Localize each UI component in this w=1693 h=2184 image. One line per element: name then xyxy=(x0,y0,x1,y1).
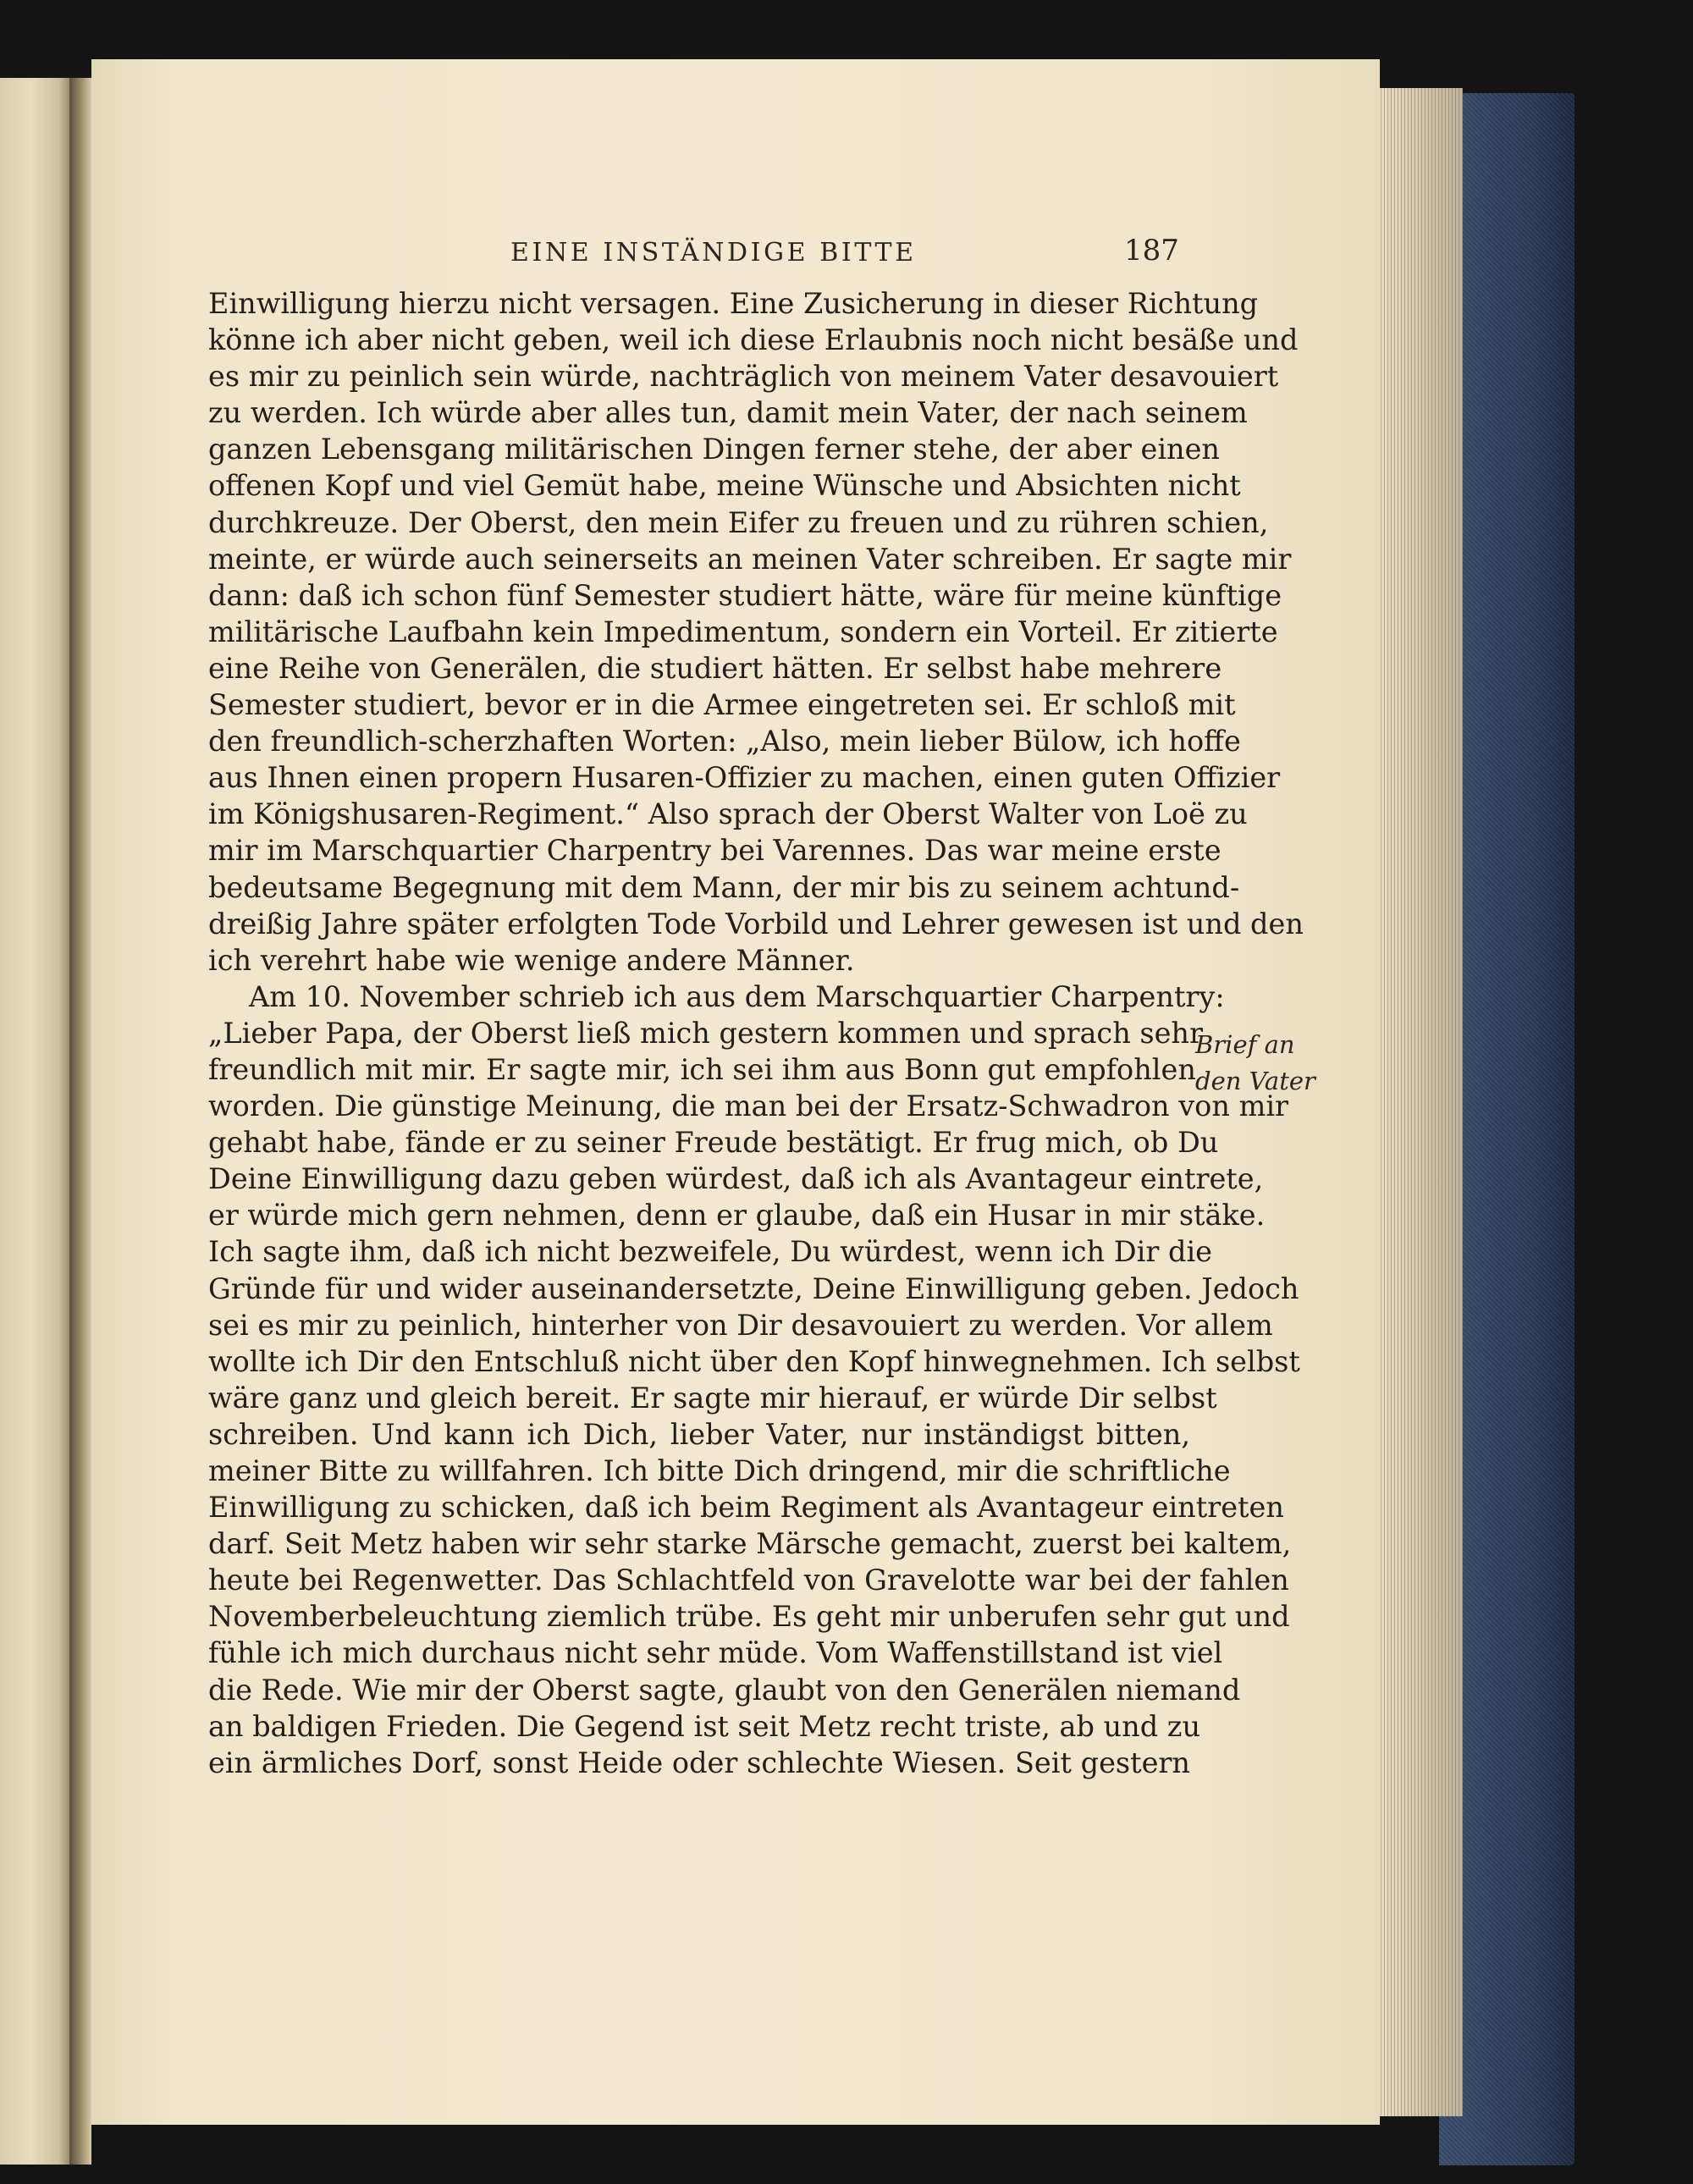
page-number: 187 xyxy=(1124,234,1179,267)
text-line: den freundlich-scherzhaften Worten: „Also, mein lieber Bülow, ich hoffe xyxy=(208,725,1241,758)
text-line: wäre ganz und gleich bereit. Er sagte mir hierauf, er würde Dir selbst xyxy=(208,1381,1217,1415)
text-line: Ich sagte ihm, daß ich nicht bezweifele, Du würdest, wenn ich Dir die xyxy=(208,1235,1212,1269)
text-line: dreißig Jahre später erfolgten Tode Vorbild und Lehrer gewesen ist und den xyxy=(208,907,1304,940)
text-line: Novemberbeleuchtung ziemlich trübe. Es geht mir unberufen sehr gut und xyxy=(208,1600,1290,1634)
book-gutter xyxy=(69,78,91,2165)
text-line: fühle ich mich durchaus nicht sehr müde. Vom Waffenstillstand ist viel xyxy=(208,1636,1223,1670)
text-line: Einwilligung hierzu nicht versagen. Eine Zusicherung in dieser Richtung xyxy=(208,287,1259,320)
text-line: bedeutsame Begegnung mit dem Mann, der mir bis zu seinem achtund- xyxy=(208,870,1240,904)
text-line: meinte, er würde auch seinerseits an meinen Vater schreiben. Er sagte mir xyxy=(208,542,1292,576)
text-line: wollte ich Dir den Entschluß nicht über den Kopf hinwegnehmen. Ich selbst xyxy=(208,1344,1300,1378)
text-line: militärische Laufbahn kein Impedimentum, sondern ein Vorteil. Er zitierte xyxy=(208,615,1278,648)
marginal-note-line: Brief an xyxy=(1195,1030,1295,1059)
text-line: sei es mir zu peinlich, hinterher von Dir desavouiert zu werden. Vor allem xyxy=(208,1308,1273,1342)
text-line: Einwilligung zu schicken, daß ich beim Regiment als Avantageur eintreten xyxy=(208,1491,1284,1525)
text-line: ich verehrt habe wie wenige andere Männer. xyxy=(208,943,855,977)
text-line: „Lieber Papa, der Oberst ließ mich gestern kommen und sprach sehr xyxy=(208,1016,1204,1050)
text-line: gehabt habe, fände er zu seiner Freude bestätigt. Er frug mich, ob Du xyxy=(208,1126,1219,1160)
text-line: Semester studiert, bevor er in die Armee eingetreten sei. Er schloß mit xyxy=(208,688,1236,722)
text-line: schreiben. Und kann ich Dich, lieber Vater, nur inständigst bitten, xyxy=(208,1417,1190,1451)
text-line: zu werden. Ich würde aber alles tun, damit mein Vater, der nach seinem xyxy=(208,396,1248,430)
marginal-note xyxy=(1195,1027,1314,1100)
running-title: EINE INSTÄNDIGE BITTE xyxy=(510,238,917,267)
text-line: freundlich mit mir. Er sagte mir, ich sei ihm aus Bonn gut empfohlen xyxy=(208,1052,1196,1086)
text-line: darf. Seit Metz haben wir sehr starke Märsche gemacht, zuerst bei kaltem, xyxy=(208,1527,1292,1561)
text-line: Deine Einwilligung dazu geben würdest, daß ich als Avantageur eintrete, xyxy=(208,1162,1264,1196)
text-line: aus Ihnen einen propern Husaren-Offizier zu machen, einen guten Offizier xyxy=(208,761,1281,795)
text-line: Am 10. November schrieb ich aus dem Marschquartier Charpentry: xyxy=(249,979,1225,1013)
left-page-edge xyxy=(0,78,69,2165)
text-line: die Rede. Wie mir der Oberst sagte, glaubt von den Generälen niemand xyxy=(208,1673,1241,1707)
text-line: ganzen Lebensgang militärischen Dingen ferner stehe, der aber einen xyxy=(208,433,1221,466)
text-line: Gründe für und wider auseinandersetzte, Deine Einwilligung geben. Jedoch xyxy=(208,1271,1299,1305)
text-line: es mir zu peinlich sein würde, nachträglich von meinem Vater desavouiert xyxy=(208,360,1279,394)
text-line: eine Reihe von Generälen, die studiert hätten. Er selbst habe mehrere xyxy=(208,651,1222,685)
page-block-edges xyxy=(1376,88,1463,2116)
text-line: könne ich aber nicht geben, weil ich diese Erlaubnis noch nicht besäße und xyxy=(208,323,1299,357)
text-line: heute bei Regenwetter. Das Schlachtfeld von Gravelotte war bei der fahlen xyxy=(208,1564,1289,1597)
text-line: offenen Kopf und viel Gemüt habe, meine Wünsche und Absichten nicht xyxy=(208,469,1241,503)
text-line: an baldigen Frieden. Die Gegend ist seit Metz recht triste, ab und zu xyxy=(208,1709,1201,1743)
text-line: worden. Die günstige Meinung, die man bei der Ersatz-Schwadron von mir xyxy=(208,1089,1289,1123)
text-line: er würde mich gern nehmen, denn er glaube, daß ein Husar in mir stäke. xyxy=(208,1199,1266,1233)
text-line: im Königshusaren-Regiment.“ Also sprach der Oberst Walter von Loë zu xyxy=(208,797,1248,831)
marginal-note-line: den Vater xyxy=(1195,1067,1315,1095)
text-line: mir im Marschquartier Charpentry bei Varennes. Das war meine erste xyxy=(208,834,1221,868)
text-line: dann: daß ich schon fünf Semester studiert hätte, wäre für meine künftige xyxy=(208,578,1282,612)
text-line: ein ärmliches Dorf, sonst Heide oder schlechte Wiesen. Seit gestern xyxy=(208,1746,1190,1779)
text-line: meiner Bitte zu willfahren. Ich bitte Dich dringend, mir die schriftliche xyxy=(208,1454,1231,1487)
text-line: durchkreuze. Der Oberst, den mein Eifer zu freuen und zu rühren schien, xyxy=(208,505,1269,539)
